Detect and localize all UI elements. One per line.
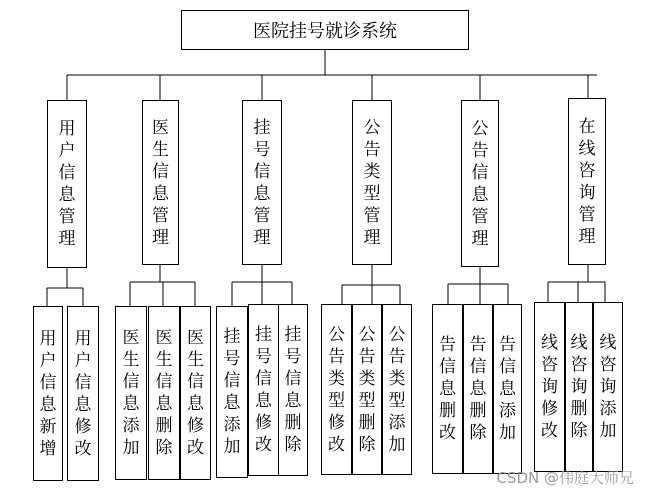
char: 改	[74, 438, 92, 459]
char: 除	[284, 435, 302, 455]
char: 息	[152, 183, 169, 204]
char: 改	[541, 421, 558, 441]
char: 删	[155, 416, 173, 436]
char: 线	[541, 333, 558, 353]
char: 管	[363, 205, 381, 226]
char: 修	[74, 416, 92, 437]
leaf-node	[493, 304, 522, 474]
char: 增	[39, 438, 57, 459]
char: 改	[255, 435, 272, 455]
char: 息	[499, 379, 516, 399]
char: 改	[328, 434, 345, 455]
char: 类	[328, 368, 345, 389]
char: 咨	[541, 355, 558, 375]
char: 删	[439, 401, 456, 421]
char: 线	[570, 333, 588, 353]
char: 告	[439, 335, 456, 355]
char: 医	[187, 328, 204, 348]
char: 类	[358, 368, 376, 389]
char: 线	[599, 333, 617, 353]
char: 公	[328, 324, 345, 345]
char: 在	[578, 116, 596, 137]
char: 息	[284, 391, 302, 411]
char: 改	[439, 423, 456, 443]
leaf-node	[352, 304, 382, 475]
char: 挂	[223, 327, 241, 347]
leaf-node	[248, 304, 279, 476]
char: 信	[255, 369, 272, 389]
char: 型	[388, 390, 406, 411]
char: 加	[499, 423, 516, 443]
char: 改	[187, 438, 204, 458]
char: 医	[122, 328, 140, 348]
char: 管	[253, 205, 271, 226]
root-node	[181, 10, 469, 50]
char: 户	[74, 350, 92, 371]
leaf-node	[463, 304, 493, 474]
char: 删	[358, 412, 376, 433]
leaf-node	[33, 306, 63, 481]
char: 号	[223, 349, 241, 369]
char: 生	[152, 139, 169, 160]
char: 管	[471, 206, 489, 227]
char: 添	[499, 401, 516, 421]
char: 线	[578, 138, 596, 159]
char: 息	[471, 184, 489, 205]
char: 息	[253, 183, 271, 204]
char: 挂	[253, 117, 271, 138]
csdn-watermark: CSDN @伟庭大师兄	[496, 469, 634, 487]
char: 型	[328, 390, 345, 411]
char: 息	[255, 391, 272, 411]
char: 信	[39, 372, 57, 393]
char: 信	[187, 372, 204, 392]
char: 公	[363, 117, 381, 138]
char: 咨	[570, 355, 588, 375]
char: 息	[187, 394, 204, 414]
char: 用	[74, 328, 92, 349]
root-label: 医院挂号就诊系统	[253, 21, 397, 42]
char: 告	[388, 346, 406, 367]
char: 型	[358, 390, 376, 411]
char: 询	[578, 182, 596, 203]
char: 管	[578, 204, 596, 225]
char: 信	[152, 161, 169, 182]
char: 除	[469, 423, 487, 443]
leaf-node	[432, 304, 463, 474]
leaf-node	[216, 306, 248, 478]
module-node	[142, 100, 179, 265]
char: 信	[499, 357, 516, 377]
char: 息	[58, 185, 76, 205]
char: 删	[284, 413, 302, 433]
char: 询	[541, 377, 558, 397]
char: 管	[58, 207, 76, 227]
char: 信	[253, 161, 271, 182]
char: 理	[253, 227, 271, 248]
char: 修	[187, 416, 204, 436]
char: 信	[58, 163, 76, 183]
char: 除	[570, 421, 588, 441]
char: 除	[358, 434, 376, 455]
char: 息	[39, 394, 57, 415]
char: 息	[122, 394, 140, 414]
char: 添	[122, 416, 140, 436]
char: 删	[469, 401, 487, 421]
char: 询	[599, 377, 617, 397]
char: 户	[58, 141, 76, 161]
char: 类	[363, 161, 381, 182]
char: 公	[471, 118, 489, 139]
char: 信	[284, 369, 302, 389]
char: 加	[223, 437, 241, 457]
char: 告	[499, 335, 516, 355]
leaf-node	[382, 304, 412, 475]
char: 理	[152, 227, 169, 248]
char: 除	[155, 438, 173, 458]
char: 医	[152, 117, 169, 138]
char: 告	[471, 140, 489, 161]
char: 信	[469, 357, 487, 377]
leaf-node	[115, 306, 147, 480]
char: 生	[155, 350, 173, 370]
char: 号	[253, 139, 271, 160]
leaf-node	[321, 304, 352, 475]
module-node	[568, 98, 606, 265]
char: 号	[255, 347, 272, 367]
char: 修	[328, 412, 345, 433]
char: 理	[58, 229, 76, 249]
char: 咨	[578, 160, 596, 181]
char: 删	[570, 399, 588, 419]
leaf-node	[534, 302, 565, 472]
char: 理	[471, 228, 489, 249]
char: 告	[358, 346, 376, 367]
char: 号	[284, 347, 302, 367]
char: 理	[363, 227, 381, 248]
char: 信	[471, 162, 489, 183]
char: 生	[187, 350, 204, 370]
char: 用	[39, 328, 57, 349]
char: 户	[39, 350, 57, 371]
leaf-node	[67, 306, 99, 481]
char: 修	[255, 413, 272, 433]
char: 添	[599, 399, 617, 419]
char: 型	[363, 183, 381, 204]
char: 理	[578, 226, 596, 247]
char: 管	[152, 205, 169, 226]
char: 息	[439, 379, 456, 399]
char: 咨	[599, 355, 617, 375]
char: 修	[541, 399, 558, 419]
char: 息	[155, 394, 173, 414]
char: 挂	[284, 325, 302, 345]
char: 加	[388, 434, 406, 455]
char: 加	[122, 438, 140, 458]
char: 信	[74, 372, 92, 393]
char: 添	[388, 412, 406, 433]
char: 告	[469, 335, 487, 355]
module-node	[242, 100, 282, 265]
char: 生	[122, 350, 140, 370]
leaf-node	[180, 306, 211, 480]
char: 用	[58, 119, 76, 139]
module-node	[461, 100, 499, 267]
leaf-node	[278, 304, 308, 476]
leaf-node	[593, 302, 623, 472]
char: 息	[74, 394, 92, 415]
char: 息	[469, 379, 487, 399]
char: 询	[570, 377, 588, 397]
leaf-node	[148, 306, 180, 480]
char: 息	[223, 393, 241, 413]
char: 告	[328, 346, 345, 367]
char: 挂	[255, 325, 272, 345]
char: 告	[363, 139, 381, 160]
char: 加	[599, 421, 617, 441]
module-node	[47, 100, 87, 268]
char: 信	[439, 357, 456, 377]
module-node	[352, 100, 392, 265]
char: 公	[358, 324, 376, 345]
char: 公	[388, 324, 406, 345]
leaf-node	[565, 302, 593, 472]
char: 新	[39, 416, 57, 437]
char: 信	[122, 372, 140, 392]
char: 信	[155, 372, 173, 392]
char: 医	[155, 328, 173, 348]
char: 类	[388, 368, 406, 389]
char: 信	[223, 371, 241, 391]
char: 添	[223, 415, 241, 435]
